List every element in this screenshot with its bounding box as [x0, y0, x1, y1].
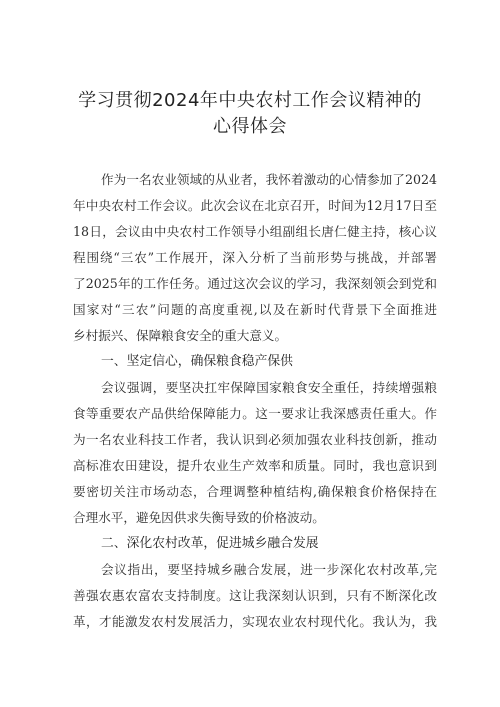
intro-line-5: 了2025年的工作任务。通过这次会议的学习，我深刻领会到党和: [73, 276, 437, 291]
intro-line-3: 18日，会议由中央农村工作领导小组副组长唐仁健主持，核心议: [73, 224, 437, 239]
document-title-line-1: 学习贯彻2024年中央农村工作会议精神的: [78, 90, 422, 111]
intro-line-2: 年中央农村工作会议。此次会议在北京召开，时间为12月17日至: [73, 198, 437, 213]
intro-line-7: 乡村振兴、保障粮食安全的重大意义。: [73, 328, 288, 343]
section-2-line-3: 革，才能激发农村发展活力，实现农业农村现代化。我认为，我: [73, 614, 437, 629]
intro-line-4: 程围绕“三农”工作展开，深入分析了当前形势与挑战，并部署: [73, 250, 437, 265]
section-2-line-2: 善强农惠农富农支持制度。这让我深刻认识到，只有不断深化改: [73, 588, 437, 603]
section-2-line-1: 会议指出，要坚持城乡融合发展，进一步深化农村改革,完: [101, 562, 437, 577]
section-1-line-6: 合理水平，避免因供求失衡导致的价格波动。: [73, 510, 325, 525]
section-1-heading: 一、坚定信心，确保粮食稳产保供: [101, 354, 293, 369]
intro-line-1: 作为一名农业领域的从业者，我怀着激动的心情参加了2024: [101, 172, 437, 187]
intro-line-6: 国家对“三农”问题的高度重视,以及在新时代背景下全面推进: [73, 302, 437, 317]
section-1-line-4: 高标准农田建设，提升农业生产效率和质量。同时，我也意识到: [73, 458, 437, 473]
section-1-line-1: 会议强调，要坚决扛牢保障国家粮食安全重任，持续增强粮: [101, 380, 437, 395]
section-1-line-3: 为一名农业科技工作者，我认识到必须加强农业科技创新，推动: [73, 432, 437, 447]
section-1-line-5: 要密切关注市场动态，合理调整种植结构,确保粮食价格保持在: [73, 484, 437, 499]
document-title-line-2: 心得体会: [213, 116, 287, 137]
section-1-line-2: 食等重要农产品供给保障能力。这一要求让我深感责任重大。作: [73, 406, 437, 421]
section-2-heading: 二、深化农村改革，促进城乡融合发展: [101, 536, 319, 551]
